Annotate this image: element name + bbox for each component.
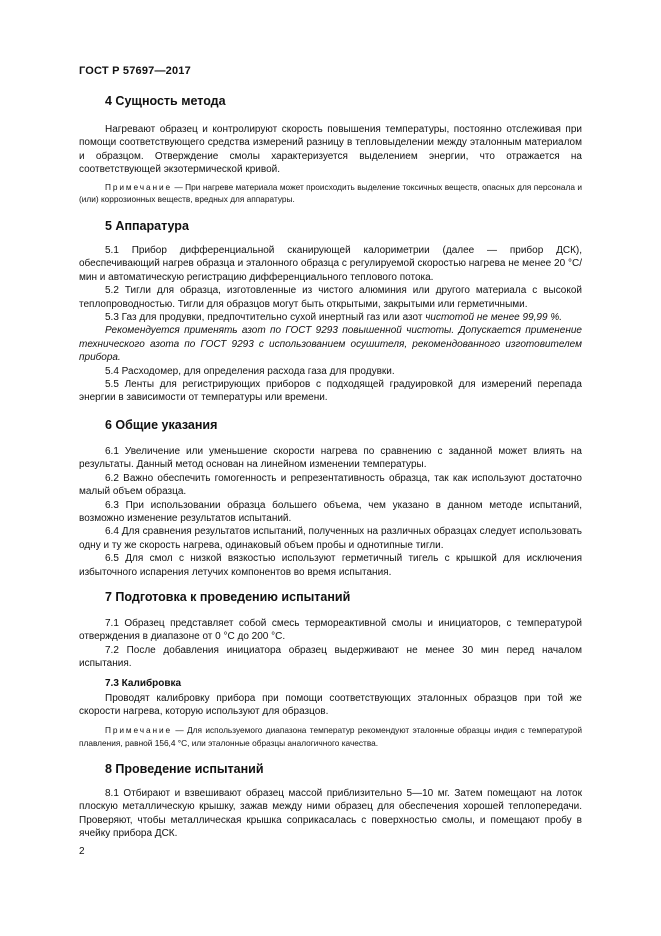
note-label: Примечание <box>105 725 173 736</box>
section-8 <box>79 762 582 841</box>
note-text: — При нагреве материала может происходить выделение токсичных веществ, опасных для персонала и (или) коррозионных веществ, вредных для аппаратуры. <box>79 181 582 205</box>
clause-5-3-text: 5.3 Газ для продувки, предпочтительно сухой инертный газ или азот <box>105 312 426 324</box>
page-number: 2 <box>79 846 85 857</box>
section-7 <box>79 590 582 749</box>
clause-5-1: 5.1 Прибор дифференциальной сканирующей калориметрии (далее — прибор ДСК), обеспечивающий нагрев образца и эталонного образца с регулируемой скоростью нагрева не менее 20 °C/мин и автоматическую регистрацию дифференциального теплового потока. <box>79 245 582 283</box>
section-4-paragraph: Нагревают образец и контролируют скорость повышения температуры, постоянно отслеживая при помощи соответствующего средства измерений разницу в тепловыделении между эталонным материалом и образцом. Отверждение смолы характеризуется выделением энергии, что отражается на соответствующей экзотермической кривой. <box>79 124 582 176</box>
section-4-title: 4 Сущность метода <box>105 94 226 108</box>
clause-5-3-purity: чистотой не менее 99,99 %. <box>425 312 562 324</box>
document-header: ГОСТ Р 57697—2017 <box>79 65 191 77</box>
clause-5-4: 5.4 Расходомер, для определения расхода газа для продувки. <box>105 365 395 377</box>
section-7-title: 7 Подготовка к проведению испытаний <box>105 590 351 604</box>
section-7-note <box>79 724 582 749</box>
clause-5-3 <box>79 311 582 324</box>
clause-7-2: 7.2 После добавления инициатора образец выдерживают не менее 30 мин перед началом испытания. <box>79 644 582 670</box>
clause-7-1: 7.1 Образец представляет собой смесь термореактивной смолы и инициаторов, с температурой отверждения в диапазоне от 0 °C до 200 °C. <box>79 618 582 643</box>
clause-8-1: 8.1 Отбирают и взвешивают образец массой приблизительно 5—10 мг. Затем помещают на лоток плоскую металлическую крышку, зажав между ними образец для обеспечения хорошей теплопередачи. Проверяют, чтобы металлическая крышка соприкасалась с поверхностью смолы, и помещают пробу в ячейку прибора ДСК. <box>79 788 582 840</box>
section-5 <box>79 219 582 405</box>
clause-5-2: 5.2 Тигли для образца, изготовленные из чистого алюминия или другого материала с высокой теплопроводностью. Тигли для образцов могут быть открытыми, закрытыми или герметичными. <box>79 285 582 310</box>
section-8-title: 8 Проведение испытаний <box>105 762 264 776</box>
section-5-title: 5 Аппаратура <box>105 219 189 233</box>
clause-5-5: 5.5 Ленты для регистрирующих приборов с подходящей градуировкой для измерений перепада энергии в зависимости от температуры или времени. <box>79 379 582 404</box>
section-4 <box>79 94 582 206</box>
clause-6-5: 6.5 Для смол с низкой вязкостью используют герметичный тигель с крышкой для исключения избыточного испарения летучих компонентов во время испытания. <box>79 553 582 578</box>
clause-6-4: 6.4 Для сравнения результатов испытаний, полученных на различных образцах следует использовать одну и ту же скорость нагрева, одинаковый объем пробы и однотипные тигли. <box>79 526 582 551</box>
clause-7-3: Проводят калибровку прибора при помощи соответствующих эталонных образцов при той же скорости нагрева, которую используют для образцов. <box>79 692 582 718</box>
note-text: — Для используемого диапазона температур рекомендуют эталонные образцы индия с температурой плавления, равной 156,4 °C, или эталонные образцы аналогичного качества. <box>79 725 582 748</box>
nitrogen-recommendation: Рекомендуется применять азот по ГОСТ 9293 повышенной чистоты. Допускается применение технического азота по ГОСТ 9293 с использованием осушителя, рекомендованного изготовителем прибора. <box>79 325 582 364</box>
clause-6-2: 6.2 Важно обеспечить гомогенность и репрезентативность образца, так как используют достаточно малый объем образца. <box>79 472 582 498</box>
section-4-note <box>79 181 582 206</box>
section-6 <box>79 418 582 579</box>
section-6-title: 6 Общие указания <box>105 418 218 432</box>
note-label: Примечание <box>105 181 173 192</box>
clause-6-3: 6.3 При использовании образца большего объема, чем указано в данном методе испытаний, возможно изменение результатов испытаний. <box>79 499 582 525</box>
clause-6-1: 6.1 Увеличение или уменьшение скорости нагрева по сравнению с заданной может влиять на результаты. Данный метод основан на линейном изменении температуры. <box>79 446 582 471</box>
subsection-7-3-title: 7.3 Калибровка <box>105 677 182 689</box>
clause-5-3-recommendation <box>79 324 582 364</box>
